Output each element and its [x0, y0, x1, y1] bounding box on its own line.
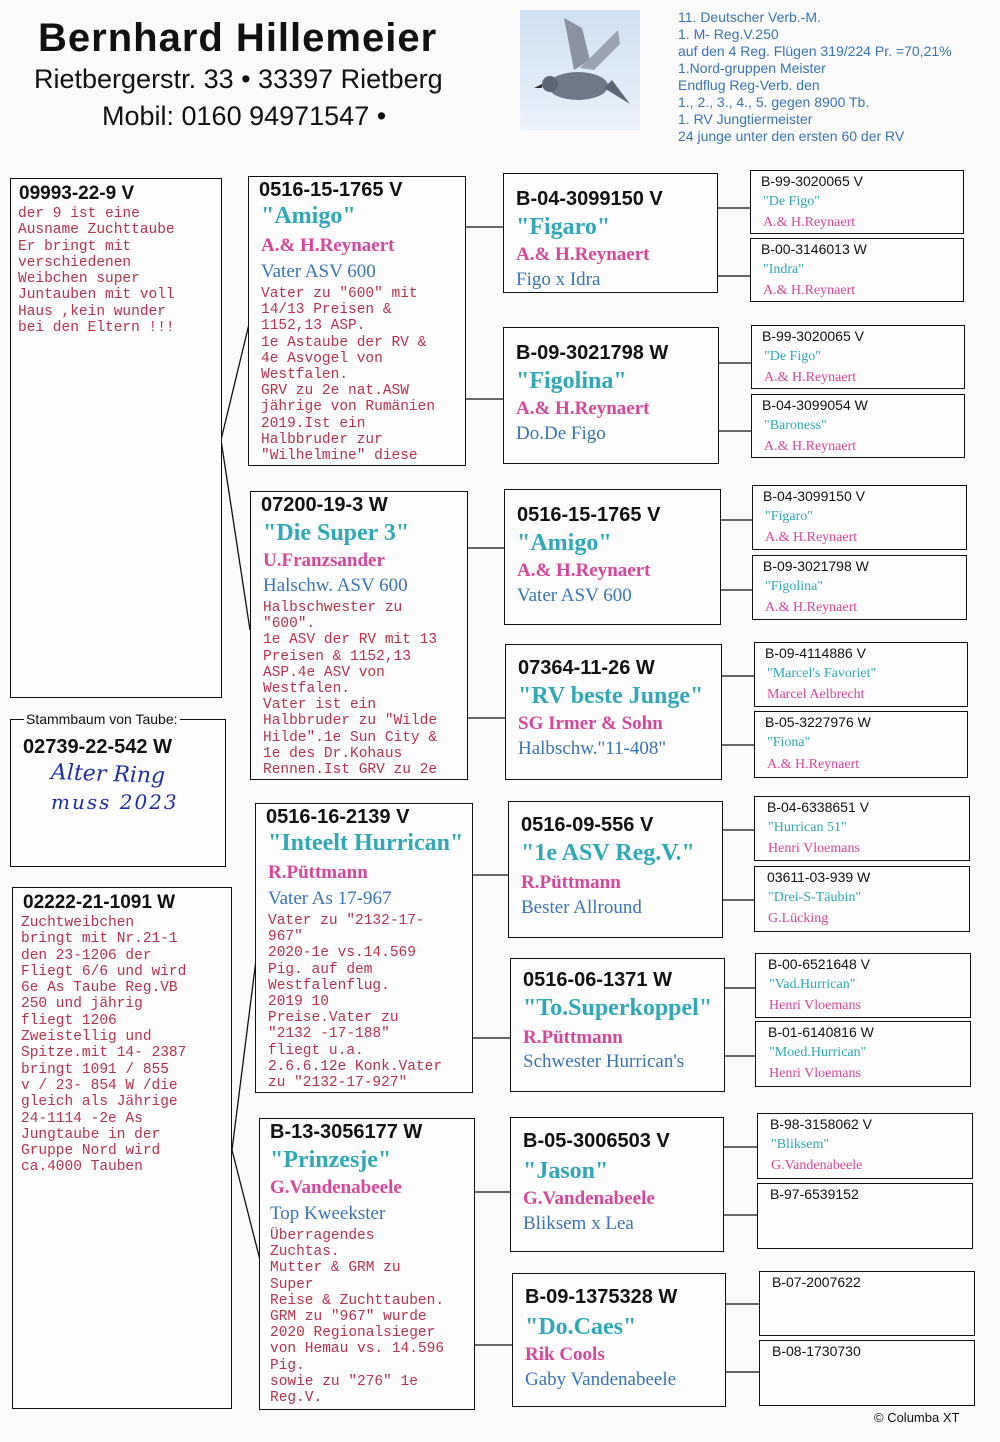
gen4-breeder: A.& H.Reynaert [765, 600, 858, 615]
ggp-info: Bester Allround [521, 897, 642, 918]
grandparent-notes: Vater zu "2132-17- 967" 2020-1e vs.14.569 Pig. auf dem Westfalenflug. 2019 10 Preise.Vater zu "2132 -17-188" fliegt u.a. 2.6.6.12e Konk.Vater zu "2132-17-927" [268, 913, 443, 1092]
great-grandparent-card [503, 327, 719, 464]
gen4-card [752, 555, 967, 620]
gen4-card [750, 170, 964, 234]
father-card [10, 178, 222, 698]
gen4-card [755, 953, 971, 1018]
grandparent-card [255, 803, 473, 1093]
gen4-name: "Bliksem" [771, 1137, 830, 1152]
ggp-name: "Amigo" [517, 530, 612, 556]
grandparent-name: "Prinzesje" [270, 1147, 392, 1173]
ggp-ring: B-09-3021798 W [516, 342, 669, 364]
achievement-line: 11. Deutscher Verb.-M. [678, 9, 821, 25]
gen4-breeder: Marcel Aelbrecht [767, 687, 865, 702]
gen4-card [757, 1113, 973, 1179]
gen4-name: "Drei-S-Täubin" [768, 890, 862, 905]
achievement-line: 24 junge unter den ersten 60 der RV [678, 128, 905, 144]
ggp-name: "To.Superkoppel" [523, 995, 713, 1021]
gen4-ring: B-00-3146013 W [761, 241, 867, 257]
gen4-breeder: Henri Vloemans [768, 841, 860, 856]
gen4-name: "Moed.Hurrican" [769, 1045, 867, 1060]
grandparent-notes: Vater zu "600" mit 14/13 Preisen & 1152,13 ASP. 1e Astaube der RV & 4e Asvogel von Westfalen. GRV zu 2e nat.ASW jährige von Rumänien 2019.Ist ein Halbbruder zur "Wilhelmine" diese [261, 286, 436, 465]
gen4-ring: B-05-3227976 W [765, 714, 871, 730]
gen4-name: "Fiona" [767, 735, 811, 750]
grandparent-info: Vater ASV 600 [261, 261, 376, 282]
ggp-info: Halbschw."11-408" [518, 738, 667, 759]
owner-name: Bernhard Hillemeier [38, 16, 438, 60]
gen4-card [754, 866, 970, 932]
grandparent-ring: 07200-19-3 W [261, 494, 388, 516]
grandparent-ring: 0516-16-2139 V [266, 806, 410, 828]
grandparent-info: Top Kweekster [270, 1203, 386, 1224]
pedigree-subject-label: Stammbaum von Taube: [26, 711, 178, 727]
gen4-breeder: Henri Vloemans [769, 998, 861, 1013]
mother-notes: Zuchtweibchen bringt mit Nr.21-1 den 23-1206 der Fliegt 6/6 und wird 6e As Taube Reg.VB 250 und jährig fliegt 1206 Zweistellig und Spitze.mit 14- 2387 bringt 1091 / 855 v / 23- 854 W /die gleich als Jährige 24-1114 -2e As Jungtaube in der Gruppe Nord wird ca.4000 Tauben [21, 915, 187, 1176]
gen4-ring: B-98-3158062 V [770, 1116, 872, 1132]
great-grandparent-card [510, 958, 725, 1092]
gen4-card [750, 238, 964, 302]
ggp-name: "Figolina" [516, 368, 627, 394]
gen4-card [751, 325, 965, 389]
ggp-breeder: Rik Cools [525, 1344, 605, 1365]
ggp-ring: B-09-1375328 W [525, 1286, 678, 1308]
achievement-line: 1. M- Reg.V.250 [678, 26, 779, 42]
gen4-card [755, 1021, 971, 1087]
gen4-ring: B-09-4114886 V [765, 645, 866, 661]
gen4-breeder: Henri Vloemans [769, 1066, 861, 1081]
gen4-breeder: G.Lücking [768, 911, 829, 926]
mother-ring: 02222-21-1091 W [23, 892, 176, 913]
achievement-line: 1. RV Jungtiermeister [678, 111, 813, 127]
grandparent-card [259, 1118, 475, 1410]
gen4-breeder: A.& H.Reynaert [767, 757, 860, 772]
grandparent-breeder: G.Vandenabeele [270, 1177, 402, 1198]
grandparent-info: Halschw. ASV 600 [263, 575, 408, 596]
ggp-info: Gaby Vandenabeele [525, 1369, 677, 1390]
gen4-name: "Vad.Hurrican" [769, 977, 856, 992]
father-notes: der 9 ist eine Ausname Zuchttaube Er bringt mit verschiedenen Weibchen super Juntauben mit voll Haus ,kein wunder bei den Eltern !!! [18, 206, 175, 337]
gen4-card [754, 642, 968, 707]
gen4-card [754, 711, 968, 778]
ggp-info: Figo x Idra [516, 269, 601, 290]
ggp-breeder: A.& H.Reynaert [516, 398, 650, 419]
ggp-breeder: A.& H.Reynaert [516, 244, 650, 265]
gen4-ring: B-00-6521648 V [768, 956, 870, 972]
ggp-info: Do.De Figo [516, 423, 606, 444]
gen4-card [757, 1183, 973, 1249]
pigeon-ring: 02739-22-542 W [23, 736, 172, 758]
achievement-line: auf den 4 Reg. Flügen 319/224 Pr. =70,21% [678, 43, 952, 59]
gen4-breeder: A.& H.Reynaert [763, 283, 856, 298]
ggp-breeder: G.Vandenabeele [523, 1188, 655, 1209]
grandparent-ring: 0516-15-1765 V [259, 179, 403, 201]
gen4-ring: B-99-3020065 V [761, 173, 863, 189]
grandparent-notes: Halbschwester zu "600". 1e ASV der RV mit 13 Preisen & 1152,13 ASP.4e ASV von Westfalen. Vater ist ein Halbbruder zu "Wilde Hilde".1e Sun City & 1e des Dr.Kohaus Rennen.Ist GRV zu 2e [263, 600, 438, 779]
achievement-line: Endflug Reg-Verb. den [678, 77, 820, 93]
gen4-name: "Hurrican 51" [768, 820, 847, 835]
grandparent-breeder: R.Püttmann [268, 862, 368, 883]
pigeon-card [10, 719, 226, 867]
gen4-ring: B-01-6140816 W [768, 1024, 874, 1040]
ggp-ring: 0516-15-1765 V [517, 504, 661, 526]
copyright-footer: © Columba XT [874, 1410, 960, 1425]
gen4-breeder: A.& H.Reynaert [764, 370, 857, 385]
gen4-name: "Marcel's Favoriet" [767, 666, 877, 681]
ggp-info: Schwester Hurrican's [523, 1051, 685, 1072]
gen4-ring: B-08-1730730 [772, 1343, 861, 1359]
grandparent-name: "Die Super 3" [263, 520, 410, 546]
ggp-ring: B-04-3099150 V [516, 188, 663, 210]
father-ring: 09993-22-9 V [19, 183, 135, 204]
gen4-ring: B-99-3020065 V [762, 328, 864, 344]
ggp-breeder: R.Püttmann [523, 1027, 623, 1048]
gen4-name: "Baroness" [764, 418, 827, 433]
gen4-name: "De Figo" [764, 349, 821, 364]
ggp-breeder: A.& H.Reynaert [517, 560, 651, 581]
gen4-card [759, 1271, 975, 1336]
grandparent-name: "Inteelt Hurrican" [268, 830, 464, 856]
gen4-ring: B-07-2007622 [772, 1274, 861, 1290]
ggp-breeder: R.Püttmann [521, 872, 621, 893]
owner-phone: Mobil: 0160 94971547 • [102, 101, 387, 131]
gen4-ring: B-04-6338651 V [767, 799, 869, 815]
achievement-line: 1., 2., 3., 4., 5. gegen 8900 Tb. [678, 94, 870, 110]
grandparent-name: "Amigo" [261, 203, 356, 229]
gen4-name: "Figaro" [765, 509, 813, 524]
ggp-ring: 0516-09-556 V [521, 814, 654, 836]
ggp-name: "1e ASV Reg.V." [521, 840, 695, 866]
ggp-name: "Jason" [523, 1158, 609, 1184]
great-grandparent-card [510, 1117, 724, 1252]
gen4-name: "Figolina" [765, 579, 824, 594]
grandparent-breeder: A.& H.Reynaert [261, 235, 395, 256]
great-grandparent-card [503, 173, 718, 293]
great-grandparent-card [504, 489, 721, 625]
grandparent-card [250, 491, 468, 780]
gen4-name: "Indra" [763, 262, 804, 277]
grandparent-ring: B-13-3056177 W [270, 1121, 423, 1143]
owner-address: Rietbergerstr. 33 • 33397 Rietberg [34, 64, 443, 94]
gen4-card [754, 796, 970, 861]
ggp-info: Vater ASV 600 [517, 585, 632, 606]
ggp-breeder: SG Irmer & Sohn [518, 713, 663, 734]
achievement-line: 1.Nord-gruppen Meister [678, 60, 826, 76]
grandparent-breeder: U.Franzsander [263, 550, 385, 571]
gen4-breeder: A.& H.Reynaert [763, 215, 856, 230]
ggp-ring: B-05-3006503 V [523, 1130, 670, 1152]
great-grandparent-card [508, 801, 723, 938]
ggp-ring: 07364-11-26 W [518, 657, 655, 679]
mother-card [12, 887, 232, 1409]
gen4-card [759, 1340, 975, 1406]
ggp-ring: 0516-06-1371 W [523, 969, 672, 991]
gen4-card [752, 485, 967, 550]
ggp-name: "Figaro" [516, 214, 611, 240]
ggp-name: "RV beste Junge" [518, 683, 704, 709]
gen4-card [751, 394, 965, 458]
handwritten-note-line1: Alter Ring [50, 760, 166, 789]
gen4-ring: 03611-03-939 W [767, 869, 871, 885]
gen4-ring: B-97-6539152 [770, 1186, 859, 1202]
handwritten-note-line2: muss 2023 [51, 790, 179, 814]
gen4-name: "De Figo" [763, 194, 820, 209]
great-grandparent-card [512, 1273, 726, 1407]
grandparent-notes: Überragendes Zuchtas. Mutter & GRM zu Super Reise & Zuchttauben. GRM zu "967" wurde 2020 Regionalsieger von Hemau vs. 14.596 Pig. sowie zu "276" 1e Reg.V. [270, 1228, 445, 1407]
gen4-breeder: G.Vandenabeele [771, 1158, 863, 1173]
gen4-ring: B-04-3099150 V [763, 488, 865, 504]
gen4-ring: B-09-3021798 W [763, 558, 869, 574]
great-grandparent-card [505, 644, 722, 780]
gen4-breeder: A.& H.Reynaert [765, 530, 858, 545]
ggp-info: Bliksem x Lea [523, 1213, 634, 1234]
gen4-ring: B-04-3099054 W [762, 397, 868, 413]
ggp-name: "Do.Caes" [525, 1314, 637, 1340]
grandparent-card [248, 176, 466, 466]
grandparent-info: Vater As 17-967 [268, 888, 392, 909]
gen4-breeder: A.& H.Reynaert [764, 439, 857, 454]
